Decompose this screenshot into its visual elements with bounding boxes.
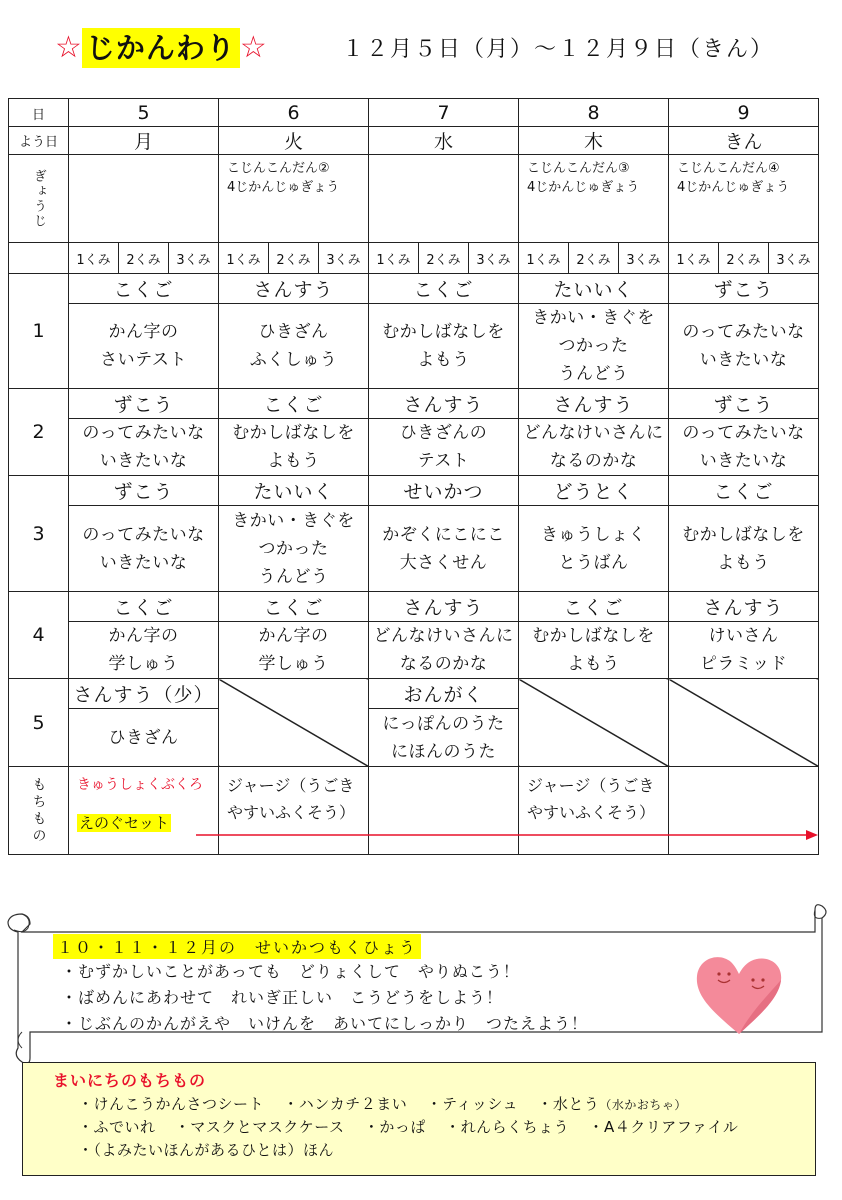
item-line: ジャージ（うごき	[227, 776, 355, 795]
lesson-cell	[669, 304, 819, 389]
daily-item: ・（よみたいほんがあるひとは）ほん	[78, 1141, 335, 1159]
item-line: やすいふくそう）	[227, 803, 356, 822]
lesson-cell	[669, 419, 819, 476]
lesson-cell	[69, 622, 219, 679]
no-class-cell	[669, 679, 819, 767]
gyouji-label-cell	[9, 155, 69, 243]
event-line: こじんこんだん④	[677, 161, 780, 176]
no-class-cell	[219, 679, 369, 767]
lesson-cell	[69, 709, 219, 767]
event-cell	[219, 155, 369, 243]
day-number: 8	[519, 99, 669, 127]
lesson-line: かぞくにこにこ	[382, 524, 505, 545]
weekday: 木	[519, 127, 669, 155]
lesson-line: いきたいな	[99, 552, 188, 573]
lesson-line: のってみたいな	[682, 322, 805, 342]
star-icon: ☆	[55, 30, 82, 65]
subject: ずこう	[669, 274, 819, 304]
lesson-cell	[369, 709, 519, 767]
lesson-line: ひきざん	[258, 322, 329, 342]
subject: こくご	[519, 592, 669, 622]
event-cell	[519, 155, 669, 243]
day-label	[9, 99, 69, 127]
item-line: やすいふくそう）	[527, 803, 656, 822]
class-label: 1くみ	[669, 243, 719, 274]
class-label: 2くみ	[419, 243, 469, 274]
lesson-cell	[219, 304, 369, 389]
lesson-line: ひきざん	[108, 727, 179, 748]
goal-line: ・ばめんにあわせて れいぎ正しい こうどうをしよう！	[61, 988, 504, 1007]
lesson-line: かん字の	[108, 626, 179, 646]
daily-item: ・ティッシュ	[426, 1095, 519, 1113]
lesson-cell	[219, 419, 369, 476]
lesson-line: のってみたいな	[682, 423, 805, 443]
class-label: 2くみ	[569, 243, 619, 274]
daily-item: ・A４クリアファイル	[588, 1118, 739, 1136]
subject: こくご	[219, 592, 369, 622]
daily-items-box	[22, 1062, 816, 1176]
weekday: きん	[669, 127, 819, 155]
event-line: こじんこんだん②	[227, 161, 330, 176]
lesson-cell	[69, 304, 219, 389]
carry-arrow	[0, 825, 842, 845]
lesson-line: むかしばなしを	[682, 524, 805, 545]
subject: たいいく	[219, 476, 369, 506]
timetable	[8, 98, 819, 855]
lesson-line: にほんのうた	[391, 741, 496, 762]
lesson-line: テスト	[417, 451, 470, 471]
day-number: 7	[369, 99, 519, 127]
subject: たいいく	[519, 274, 669, 304]
event-line: 4じかんじゅぎょう	[227, 180, 340, 195]
lesson-line: ひきざんの	[399, 423, 488, 443]
lesson-line: よもう	[567, 654, 620, 674]
goals-box	[53, 934, 693, 1037]
lesson-line: とうばん	[558, 552, 629, 573]
lesson-cell	[669, 506, 819, 592]
class-label: 1くみ	[369, 243, 419, 274]
event-line: 4じかんじゅぎょう	[527, 180, 640, 195]
lesson-line: うんどう	[258, 566, 329, 587]
period-number: 4	[9, 592, 69, 679]
daily-row	[78, 1139, 348, 1160]
blank-cell	[9, 243, 69, 274]
lesson-line: 学しゅう	[258, 654, 329, 674]
lesson-line: むかしばなしを	[232, 423, 355, 443]
lesson-line: 大さくせん	[399, 552, 488, 573]
daily-item: ・れんらくちょう	[445, 1118, 570, 1136]
period-number: 5	[9, 679, 69, 767]
title-text: じかんわり	[82, 28, 240, 68]
lesson-line: むかしばなしを	[532, 626, 655, 646]
period-number: 2	[9, 389, 69, 476]
class-label: 1くみ	[519, 243, 569, 274]
gyouji-label: ぎょうじ	[31, 168, 46, 229]
event-cell	[69, 155, 219, 243]
item-line: ジャージ（うごき	[527, 776, 655, 795]
daily-item: ・ふでいれ	[78, 1118, 156, 1136]
subject: ずこう	[669, 389, 819, 419]
daily-item: ・かっぱ	[363, 1118, 426, 1136]
subject: ずこう	[69, 476, 219, 506]
period-number: 3	[9, 476, 69, 592]
goal-line: ・むずかしいことがあっても どりょくして やりぬこう！	[61, 962, 520, 981]
lesson-line: いきたいな	[99, 451, 188, 471]
lunch-bag-item: きゅうしょくぶくろ	[77, 777, 203, 793]
lesson-cell	[519, 622, 669, 679]
goal-line: ・じぶんのかんがえや いけんを あいてにしっかり つたえよう！	[61, 1014, 589, 1033]
subject: ずこう	[69, 389, 219, 419]
daily-item: ・水とう	[537, 1095, 600, 1113]
mochimono-label: もちもの	[30, 776, 47, 845]
goals-title: １０・１１・１２月の せいかつもくひょう	[53, 934, 421, 959]
lesson-line: けいさん	[708, 626, 779, 646]
daily-row	[78, 1093, 701, 1114]
date-range: １２月５日（月）～１２月９日（きん）	[342, 37, 775, 62]
subject: せいかつ	[369, 476, 519, 506]
event-line: 4じかんじゅぎょう	[677, 180, 790, 195]
daily-item: ・けんこうかんさつシート	[78, 1095, 265, 1113]
subject: こくご	[69, 592, 219, 622]
lesson-line: よもう	[417, 350, 470, 370]
class-label: 1くみ	[69, 243, 119, 274]
lesson-cell	[369, 304, 519, 389]
page-title	[55, 28, 267, 68]
subject: こくご	[669, 476, 819, 506]
lesson-cell	[369, 419, 519, 476]
lesson-cell	[519, 506, 669, 592]
class-label: 3くみ	[169, 243, 219, 274]
lesson-line: どんなけいさんに	[373, 626, 514, 646]
lesson-line: のってみたいな	[82, 524, 205, 545]
lesson-line: いきたいな	[699, 350, 788, 370]
heart-icon	[693, 950, 785, 1036]
lesson-line: なるのかな	[399, 654, 488, 674]
lesson-line: つかった	[258, 538, 329, 559]
lesson-line: なるのかな	[549, 451, 638, 471]
lesson-line: かん字の	[258, 626, 329, 646]
event-cell	[369, 155, 519, 243]
weekday: 火	[219, 127, 369, 155]
daily-row	[78, 1116, 752, 1137]
lesson-cell	[69, 419, 219, 476]
no-class-cell	[519, 679, 669, 767]
class-label: 2くみ	[119, 243, 169, 274]
lesson-cell	[219, 622, 369, 679]
class-label: 1くみ	[219, 243, 269, 274]
period-number: 1	[9, 274, 69, 389]
day-number: 6	[219, 99, 369, 127]
day-label-text: 日	[31, 107, 45, 123]
lesson-cell	[219, 506, 369, 592]
lesson-line: にっぽんのうた	[382, 713, 505, 734]
lesson-line: うんどう	[558, 364, 629, 384]
star-icon: ☆	[239, 30, 267, 65]
subject: どうとく	[519, 476, 669, 506]
lesson-line: よもう	[267, 451, 320, 471]
subject: さんすう	[519, 389, 669, 419]
class-label: 2くみ	[719, 243, 769, 274]
event-cell	[669, 155, 819, 243]
lesson-line: きゅうしょく	[541, 524, 646, 545]
subject: さんすう	[219, 274, 369, 304]
lesson-line: つかった	[558, 336, 629, 356]
weekday-label: よう日	[9, 127, 69, 155]
lesson-cell	[669, 622, 819, 679]
day-number: 5	[69, 99, 219, 127]
lesson-line: ふくしゅう	[249, 350, 338, 370]
class-label: 3くみ	[769, 243, 819, 274]
lesson-line: さいテスト	[100, 350, 187, 370]
lesson-line: かん字の	[108, 322, 179, 342]
class-label: 2くみ	[269, 243, 319, 274]
subject: さんすう	[369, 389, 519, 419]
weekday: 水	[369, 127, 519, 155]
lesson-cell	[369, 506, 519, 592]
lesson-line: むかしばなしを	[382, 322, 505, 342]
lesson-cell	[69, 506, 219, 592]
daily-item: ・ハンカチ２まい	[283, 1095, 408, 1113]
subject: さんすう	[669, 592, 819, 622]
daily-title: まいにちのもちもの	[53, 1071, 207, 1090]
lesson-line: きかい・きぐを	[532, 308, 655, 328]
lesson-cell	[519, 304, 669, 389]
class-label: 3くみ	[319, 243, 369, 274]
subject: こくご	[69, 274, 219, 304]
lesson-line: ピラミッド	[699, 654, 788, 674]
subject: さんすう	[369, 592, 519, 622]
lesson-cell	[369, 622, 519, 679]
event-line: こじんこんだん③	[527, 161, 630, 176]
lesson-line: きかい・きぐを	[232, 510, 355, 531]
day-number: 9	[669, 99, 819, 127]
lesson-line: のってみたいな	[82, 423, 205, 443]
class-label: 3くみ	[619, 243, 669, 274]
daily-item-note: （水かおちゃ）	[599, 1098, 687, 1112]
subject: こくご	[219, 389, 369, 419]
lesson-cell	[519, 419, 669, 476]
daily-item: ・マスクとマスクケース	[174, 1118, 345, 1136]
subject: おんがく	[369, 679, 519, 709]
class-label: 3くみ	[469, 243, 519, 274]
subject: さんすう（少）	[69, 679, 219, 709]
paint-set-item: えのぐセット	[79, 814, 170, 832]
subject: こくご	[369, 274, 519, 304]
lesson-line: 学しゅう	[108, 654, 179, 674]
lesson-line: よもう	[717, 552, 770, 573]
weekday: 月	[69, 127, 219, 155]
lesson-line: いきたいな	[699, 451, 788, 471]
lesson-line: どんなけいさんに	[523, 423, 664, 443]
